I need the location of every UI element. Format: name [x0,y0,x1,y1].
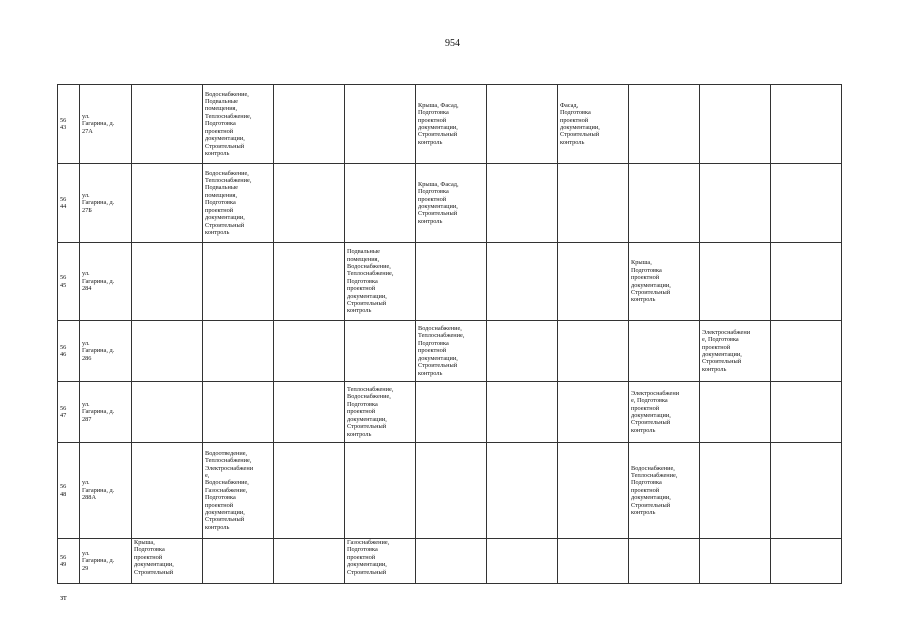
work-cell [416,321,487,382]
row-number: 56 48 [60,483,67,498]
work-cell [487,382,558,443]
work-text: Газоснабжение, Подготовка проектной документации, Строительный [347,539,390,576]
work-cell [345,321,416,382]
table-row [58,443,842,539]
row-number: 56 43 [60,116,67,131]
work-text: Крыша, Фасад, Подготовка проектной документации, Строительный контроль [418,101,459,146]
work-cell [416,164,487,243]
work-cell [203,243,274,321]
work-cell [700,443,771,539]
row-number: 56 47 [60,404,67,419]
work-cell [771,443,842,539]
work-text: Водоснабжение, Подвальные помещения, Теплоснабжение, Подготовка проектной документации, Строительный контроль [205,90,252,157]
work-cell [558,539,629,584]
row-number: 56 46 [60,343,67,358]
work-text: Водоснабжение, Теплоснабжение, Подготовка проектной документации, Строительный контроль [418,325,465,377]
footer-mark: зт [60,593,67,602]
work-text: Крыша, Подготовка проектной документации, Строительный [134,539,174,576]
row-number-cell [58,382,80,443]
table-row [58,321,842,382]
work-cell [558,243,629,321]
work-cell [487,443,558,539]
work-cell [771,164,842,243]
table-row [58,539,842,584]
work-cell [274,243,345,321]
work-cell [203,85,274,164]
address-cell [80,321,132,382]
work-cell [416,539,487,584]
work-cell [345,164,416,243]
work-cell [629,539,700,584]
work-cell [203,539,274,584]
work-cell [700,321,771,382]
work-text: Теплоснабжение, Водоснабжение, Подготовка проектной документации, Строительный контроль [347,386,394,438]
work-cell [558,85,629,164]
work-cell [558,382,629,443]
row-number-cell [58,321,80,382]
work-cell [203,443,274,539]
work-cell [487,321,558,382]
work-cell [132,443,203,539]
address-cell [80,443,132,539]
row-number-cell [58,85,80,164]
work-cell [700,85,771,164]
row-number-cell [58,164,80,243]
work-cell [558,321,629,382]
work-cell [558,443,629,539]
work-cell [274,382,345,443]
work-cell [274,164,345,243]
row-number: 56 49 [60,553,67,568]
row-number-cell [58,243,80,321]
work-cell [345,85,416,164]
work-cell [274,539,345,584]
work-cell [132,164,203,243]
work-cell [487,164,558,243]
address-text: ул. Гагарина, д. 287 [82,400,115,423]
work-cell [629,164,700,243]
work-cell [487,243,558,321]
work-cell [771,321,842,382]
table-row [58,164,842,243]
row-number-cell [58,443,80,539]
work-cell [345,539,416,584]
work-text: Крыша, Подготовка проектной документации, Строительный контроль [631,259,671,304]
table-row [58,243,842,321]
work-cell [132,321,203,382]
work-cell [132,382,203,443]
work-cell [629,243,700,321]
work-text: Крыша, Фасад, Подготовка проектной документации, Строительный контроль [418,180,459,225]
work-cell [700,164,771,243]
work-cell [132,539,203,584]
work-text: Водоснабжение, Теплоснабжение, Подготовка проектной документации, Строительный контроль [631,464,678,517]
address-text: ул. Гагарина, д. 27Б [82,191,115,214]
work-cell [203,164,274,243]
work-cell [700,539,771,584]
work-cell [345,243,416,321]
work-cell [558,164,629,243]
work-cell [629,321,700,382]
address-text: ул. Гагарина, д. 286 [82,339,115,362]
work-cell [203,321,274,382]
work-cell [416,443,487,539]
address-text: ул. Гагарина, д. 284 [82,270,115,293]
address-cell [80,85,132,164]
table-row [58,382,842,443]
work-cell [132,243,203,321]
work-cell [700,382,771,443]
work-cell [132,85,203,164]
work-cell [345,443,416,539]
address-cell [80,382,132,443]
work-text: Электроснабжени е, Подготовка проектной документации, Строительный контроль [702,328,751,373]
work-text: Подвальные помещения, Водоснабжение, Теплоснабжение, Подготовка проектной документации, Строительный контроль [347,248,394,315]
work-cell [771,539,842,584]
page-number: 954 [445,38,460,49]
work-cell [345,382,416,443]
work-cell [771,85,842,164]
work-cell [700,243,771,321]
work-cell [203,382,274,443]
address-cell [80,243,132,321]
address-text: ул. Гагарина, д. 27А [82,112,115,135]
address-text: ул. Гагарина, д. 288А [82,479,115,502]
work-cell [416,382,487,443]
work-text: Электроснабжени е, Подготовка проектной документации, Строительный контроль [631,389,680,434]
address-text: ул. Гагарина, д. 29 [82,549,115,572]
work-cell [771,243,842,321]
work-cell [771,382,842,443]
work-cell [274,85,345,164]
work-cell [629,85,700,164]
work-cell [487,85,558,164]
work-cell [274,443,345,539]
row-number-cell [58,539,80,584]
work-cell [629,382,700,443]
work-cell [416,85,487,164]
table-row [58,85,842,164]
work-text: Водоснабжение, Теплоснабжение, Подвальные помещения, Подготовка проектной документации, Строительный контроль [205,169,252,236]
work-text: Водоотведение, Теплоснабжение, Электроснабжени е, Водоснабжение, Газоснабжение, Подготовка проектной документации, Строительный контроль [205,449,254,531]
work-cell [487,539,558,584]
work-cell [274,321,345,382]
work-text: Фасад, Подготовка проектной документации, Строительный контроль [560,101,600,146]
row-number: 56 45 [60,274,67,289]
address-cell [80,539,132,584]
work-cell [416,243,487,321]
works-table [57,84,842,584]
row-number: 56 44 [60,195,67,210]
work-cell [629,443,700,539]
address-cell [80,164,132,243]
